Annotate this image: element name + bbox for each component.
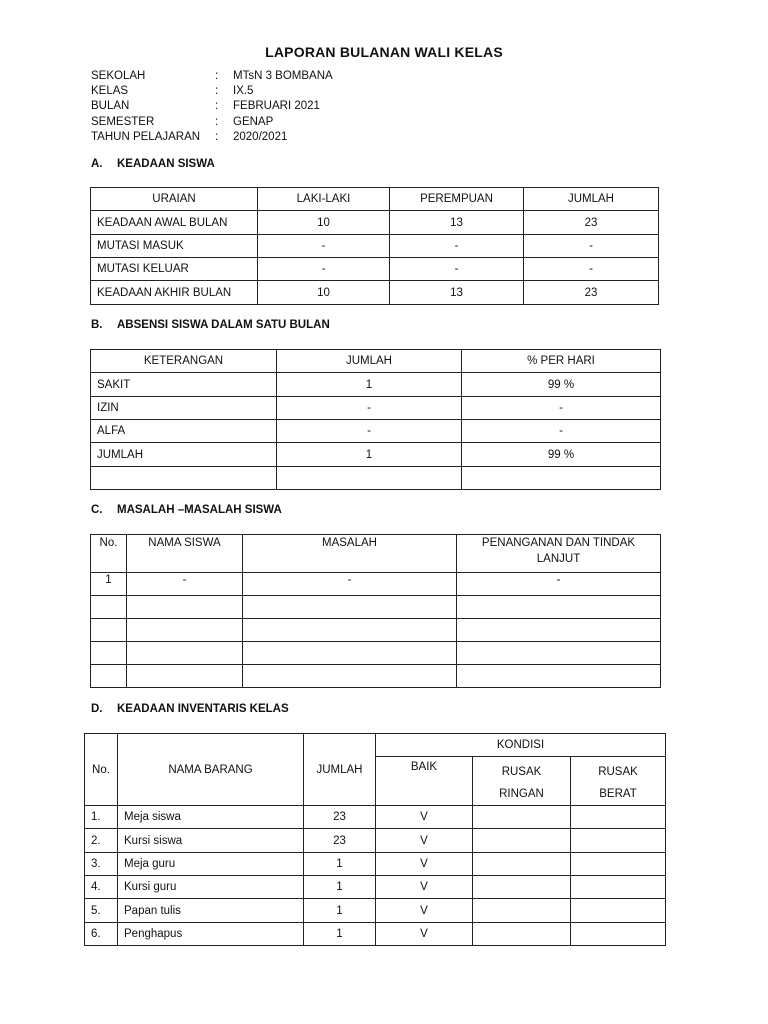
table-row [85, 806, 666, 829]
table-cell [127, 619, 243, 642]
table-cell [457, 619, 661, 642]
table-cell: 23 [304, 829, 376, 853]
masalah-siswa-table [90, 534, 661, 688]
table-cell [457, 596, 661, 619]
table-cell: SAKIT [91, 373, 277, 397]
table-cell: 1 [304, 853, 376, 876]
meta-value: 2020/2021 [233, 130, 288, 143]
section-a-heading [91, 158, 215, 170]
table-cell [571, 899, 666, 923]
table-cell: - [277, 420, 462, 443]
absensi-table [90, 349, 661, 490]
table-header-cell: PEREMPUAN [390, 188, 524, 211]
table-header-row [91, 535, 661, 573]
table-cell [462, 467, 661, 490]
table-cell [243, 596, 457, 619]
meta-colon: : [215, 130, 219, 143]
table-cell [243, 642, 457, 665]
section-b-heading [91, 319, 330, 331]
table-cell: Meja guru [118, 853, 304, 876]
table-cell: Penghapus [118, 923, 304, 946]
table-cell [473, 876, 571, 899]
table-cell [473, 853, 571, 876]
table-cell: V [376, 829, 473, 853]
meta-key: TAHUN PELAJARAN [91, 130, 201, 143]
meta-row-bulan [91, 99, 333, 114]
table-cell: Meja siswa [118, 806, 304, 829]
table-cell: V [376, 899, 473, 923]
section-title: MASALAH –MASALAH SISWA [117, 504, 282, 516]
table-cell: - [462, 420, 661, 443]
table-cell: 10 [258, 281, 390, 305]
meta-key: KELAS [91, 85, 129, 98]
table-row [91, 573, 661, 596]
section-c-heading [91, 504, 282, 516]
table-row [91, 281, 659, 305]
table-header-cell: BAIK [376, 757, 473, 806]
table-cell [91, 467, 277, 490]
table-header-cell: JUMLAH [524, 188, 659, 211]
table-cell [127, 665, 243, 688]
table-cell: 4. [85, 876, 118, 899]
table-header-row [85, 734, 666, 757]
table-cell: 23 [304, 806, 376, 829]
table-cell: V [376, 876, 473, 899]
section-title: ABSENSI SISWA DALAM SATU BULAN [117, 319, 330, 331]
report-title: LAPORAN BULANAN WALI KELAS [265, 44, 503, 60]
table-cell: - [462, 397, 661, 420]
table-cell [91, 619, 127, 642]
table-cell: Kursi guru [118, 876, 304, 899]
table-header-row [91, 350, 661, 373]
table-cell: KEADAAN AKHIR BULAN [91, 281, 258, 305]
table-cell: - [258, 258, 390, 281]
table-cell: - [258, 235, 390, 258]
meta-value: GENAP [233, 115, 274, 128]
header-line: RUSAK [598, 766, 638, 778]
table-row [91, 443, 661, 467]
table-header-cell: No. [91, 535, 127, 573]
table-row [91, 467, 661, 490]
table-cell: - [277, 397, 462, 420]
header-line: RINGAN [499, 788, 544, 800]
table-row [85, 876, 666, 899]
table-cell: 23 [524, 211, 659, 235]
table-cell: 10 [258, 211, 390, 235]
table-cell: 23 [524, 281, 659, 305]
table-cell [91, 665, 127, 688]
table-header-cell: PENANGANAN DAN TINDAK LANJUT [457, 535, 661, 573]
table-row [91, 235, 659, 258]
table-row [85, 853, 666, 876]
table-cell: - [390, 235, 524, 258]
table-row [91, 258, 659, 281]
table-cell: 13 [390, 211, 524, 235]
table-cell: 13 [390, 281, 524, 305]
table-cell: Kursi siswa [118, 829, 304, 853]
table-cell: V [376, 923, 473, 946]
meta-colon: : [215, 115, 219, 128]
table-cell: MUTASI KELUAR [91, 258, 258, 281]
table-header-cell: URAIAN [91, 188, 258, 211]
table-cell [277, 467, 462, 490]
table-cell: 5. [85, 899, 118, 923]
table-cell: Papan tulis [118, 899, 304, 923]
table-row [85, 923, 666, 946]
meta-colon: : [215, 85, 219, 98]
table-cell: 1 [277, 373, 462, 397]
section-title: KEADAAN SISWA [117, 158, 215, 170]
table-cell: 99 % [462, 373, 661, 397]
meta-value: IX.5 [233, 85, 254, 98]
table-cell: 1 [304, 899, 376, 923]
table-header-cell: KETERANGAN [91, 350, 277, 373]
table-cell: 2. [85, 829, 118, 853]
section-letter: B. [91, 319, 103, 331]
table-header-cell: NAMA SISWA [127, 535, 243, 573]
table-cell: MUTASI MASUK [91, 235, 258, 258]
table-header-row [91, 188, 659, 211]
section-letter: D. [91, 703, 103, 715]
table-cell [243, 619, 457, 642]
table-header-cell: No. [85, 734, 118, 806]
table-row [91, 420, 661, 443]
table-cell: - [524, 235, 659, 258]
inventaris-table [84, 733, 666, 946]
table-cell [127, 596, 243, 619]
meta-key: SEKOLAH [91, 70, 146, 82]
meta-row-semester [91, 115, 333, 130]
table-cell [473, 829, 571, 853]
table-cell: 99 % [462, 443, 661, 467]
table-cell: KEADAAN AWAL BULAN [91, 211, 258, 235]
table-cell [571, 923, 666, 946]
table-row [85, 899, 666, 923]
table-cell: V [376, 853, 473, 876]
table-cell: 1 [304, 876, 376, 899]
table-cell: 1 [277, 443, 462, 467]
table-cell [473, 899, 571, 923]
table-row [91, 665, 661, 688]
table-cell [473, 923, 571, 946]
table-cell [571, 853, 666, 876]
header-line: RUSAK [501, 766, 542, 778]
table-header-cell [571, 757, 666, 806]
report-meta [91, 69, 333, 145]
meta-row-kelas [91, 84, 333, 99]
meta-row-tahun [91, 130, 333, 145]
table-header-cell: KONDISI [376, 734, 666, 757]
table-cell: - [524, 258, 659, 281]
table-row [85, 829, 666, 853]
section-d-heading [91, 703, 289, 715]
meta-value: MTsN 3 BOMBANA [233, 70, 333, 82]
table-cell [91, 596, 127, 619]
table-cell: - [243, 573, 457, 596]
table-cell: - [127, 573, 243, 596]
table-row [91, 211, 659, 235]
meta-key: BULAN [91, 100, 130, 113]
section-title: KEADAAN INVENTARIS KELAS [117, 703, 289, 715]
table-cell: 1. [85, 806, 118, 829]
table-cell [571, 876, 666, 899]
meta-colon: : [215, 70, 219, 82]
meta-value: FEBRUARI 2021 [233, 100, 320, 113]
table-cell [243, 665, 457, 688]
table-cell: V [376, 806, 473, 829]
table-cell [473, 806, 571, 829]
section-letter: C. [91, 504, 103, 516]
table-cell [571, 829, 666, 853]
table-header-cell: LAKI-LAKI [258, 188, 390, 211]
meta-row-sekolah [91, 69, 333, 84]
table-row [91, 642, 661, 665]
header-line: BERAT [599, 788, 637, 800]
table-row [91, 596, 661, 619]
table-row [91, 373, 661, 397]
table-cell [127, 642, 243, 665]
table-cell [457, 642, 661, 665]
table-cell: - [390, 258, 524, 281]
table-cell: - [457, 573, 661, 596]
meta-key: SEMESTER [91, 115, 155, 128]
table-cell [571, 806, 666, 829]
table-cell: JUMLAH [91, 443, 277, 467]
section-letter: A. [91, 158, 103, 170]
table-cell: 1 [91, 573, 127, 596]
meta-colon: : [215, 100, 219, 113]
table-cell: 6. [85, 923, 118, 946]
table-header-cell: % PER HARI [462, 350, 661, 373]
table-header-cell [473, 757, 571, 806]
table-cell: 1 [304, 923, 376, 946]
table-row [91, 619, 661, 642]
table-header-cell: JUMLAH [304, 734, 376, 806]
table-cell [91, 642, 127, 665]
table-header-cell: NAMA BARANG [118, 734, 304, 806]
table-cell [457, 665, 661, 688]
table-row [91, 397, 661, 420]
keadaan-siswa-table [90, 187, 659, 305]
table-cell: 3. [85, 853, 118, 876]
table-cell: ALFA [91, 420, 277, 443]
table-cell: IZIN [91, 397, 277, 420]
table-header-cell: MASALAH [243, 535, 457, 573]
table-header-cell: JUMLAH [277, 350, 462, 373]
